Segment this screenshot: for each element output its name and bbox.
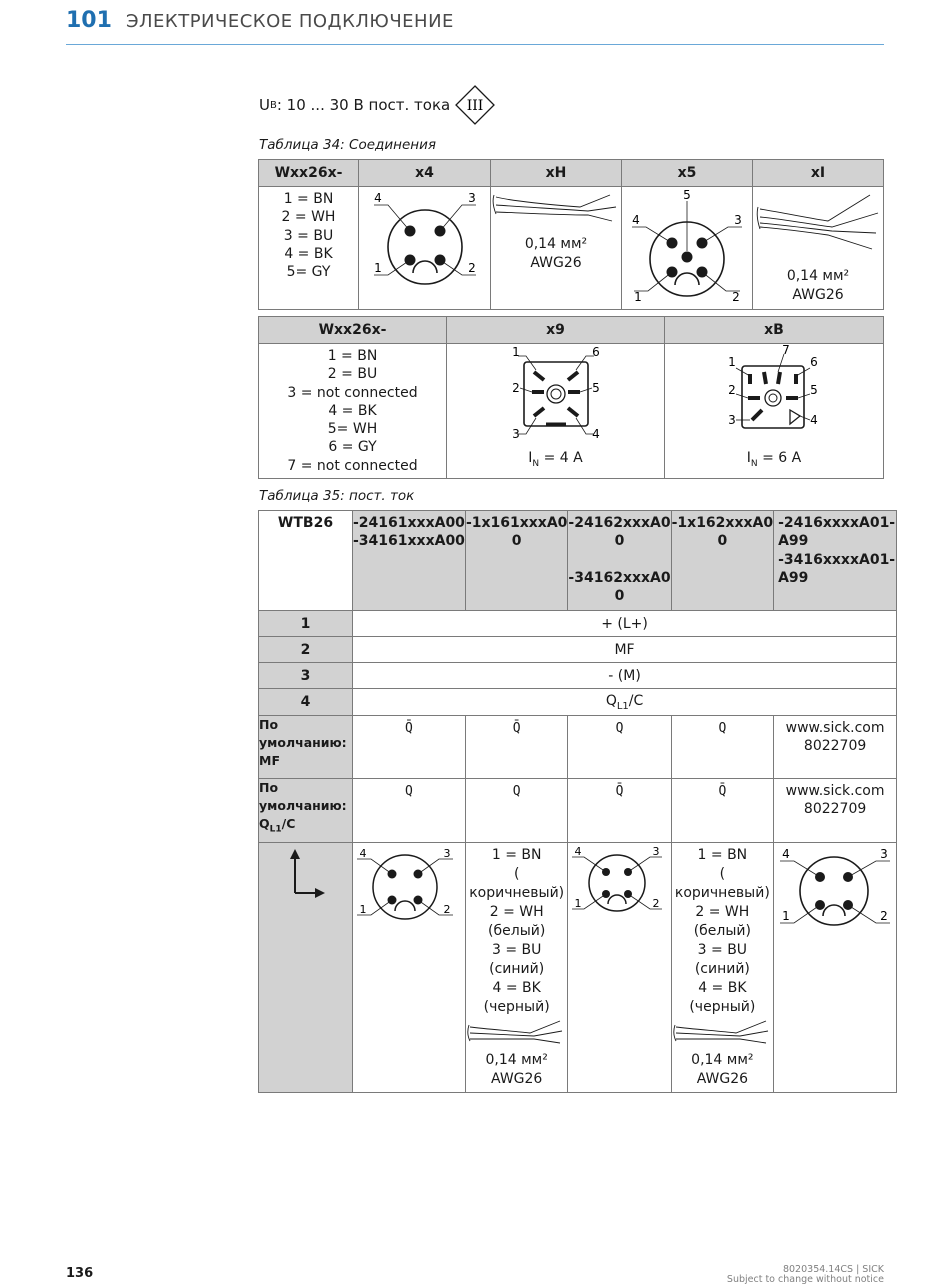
current-symbol: I (746, 450, 751, 466)
t34-xi-cell (753, 187, 884, 310)
t35-row-label: 4 (259, 689, 353, 716)
t34b-x9-cell (447, 344, 665, 479)
svg-text:2: 2 (728, 383, 736, 397)
t34-pin-list (259, 187, 359, 310)
supply-prefix: U (259, 96, 270, 114)
t35-row-value: - (M) (353, 663, 897, 689)
wire-line: ( (719, 866, 726, 882)
table35-caption: Таблица 35: пост. ток (259, 488, 415, 504)
t34-x4-cell (359, 187, 491, 310)
label-line: умолчанию: (259, 798, 347, 813)
pin-line: 5= WH (327, 421, 378, 438)
column-code: 0 (717, 533, 728, 550)
default-ql1-value: Q (465, 779, 567, 843)
t35-connector-label (259, 843, 353, 1093)
t35-m12-cell-3 (774, 843, 897, 1093)
document-id: 8020354.14CS | SICK (782, 1264, 884, 1275)
xi-wire-size (753, 267, 883, 305)
output-symbol: Q (605, 692, 617, 709)
chapter-header (66, 8, 454, 33)
t35-col-2 (465, 511, 567, 611)
wire-gauge-awg: AWG26 (696, 1071, 749, 1087)
cable-wires-icon (672, 1017, 770, 1047)
t35-default-ql1-label (259, 779, 353, 843)
t34b-header-xb: xB (665, 317, 884, 344)
m12-5pin-connector-icon (622, 187, 752, 305)
column-code: A99 (778, 533, 809, 550)
t35-col-4 (671, 511, 773, 611)
table34-caption: Таблица 34: Соединения (259, 137, 436, 153)
t35-row-value: + (L+) (353, 611, 897, 637)
svg-text:2: 2 (443, 903, 451, 916)
default-mf-value: Q (671, 716, 773, 779)
m12-4pin-connector-icon (360, 187, 490, 305)
pin-line: 3 = not connected (287, 384, 418, 401)
cable-open-wires-icon (754, 187, 882, 251)
pin-line: 6 = GY (328, 439, 377, 456)
pin-line: 3 = BU (283, 227, 334, 244)
protection-class-icon (454, 84, 496, 126)
svg-text:3: 3 (728, 413, 736, 427)
column-code (568, 551, 670, 569)
wire-gauge-mm: 0,14 мм² (786, 268, 850, 284)
current-sub: N (750, 458, 758, 469)
wire-gauge-mm: 0,14 мм² (691, 1052, 754, 1068)
output-sub: L1 (616, 700, 629, 712)
pin-line: 2 = WH (281, 209, 336, 226)
supply-voltage (259, 84, 496, 126)
output-suffix: /C (628, 692, 644, 709)
t34-header-x5: x5 (622, 160, 753, 187)
t34-header-xi: xI (753, 160, 884, 187)
wire-line: 4 = BK (698, 980, 747, 996)
t34b-pin-list (259, 344, 447, 479)
t34-header-x4: x4 (359, 160, 491, 187)
t35-default-mf-label (259, 716, 353, 779)
svg-text:4: 4 (782, 847, 790, 861)
label-line: По (259, 780, 279, 795)
wire-line: 1 = BN (491, 847, 542, 863)
wire-line: (синий) (489, 961, 545, 977)
xb-current (665, 450, 883, 469)
svg-text:2: 2 (511, 381, 520, 395)
table35 (258, 510, 897, 1093)
svg-text:1: 1 (728, 355, 736, 369)
pin-line: 4 = BK (284, 245, 333, 262)
label-symbol: Q (259, 816, 270, 831)
xh-wire-size (491, 235, 621, 273)
wire-line: 1 = BN (697, 847, 748, 863)
svg-text:1: 1 (574, 897, 582, 910)
svg-text:1: 1 (373, 261, 382, 275)
pin-line: 4 = BK (328, 402, 377, 419)
t34-header-wxx: Wxx26x- (259, 160, 359, 187)
svg-text:7: 7 (782, 344, 790, 357)
t34b-xb-cell (665, 344, 884, 479)
supply-text: : 10 ... 30 В пост. тока (276, 96, 451, 114)
svg-text:6: 6 (591, 345, 600, 359)
wire-line: 3 = BU (491, 942, 542, 958)
chapter-number: 101 (66, 8, 112, 33)
m12-4pin-connector-icon (774, 843, 896, 937)
header-rule (66, 44, 884, 45)
label-line: умолчанию: (259, 735, 347, 750)
svg-text:5: 5 (810, 383, 818, 397)
wire-line: 2 = WH (695, 904, 750, 920)
column-code: -1x162xxxA0 (671, 515, 774, 531)
t35-header-label: WTB26 (259, 511, 353, 611)
wire-line: (белый) (693, 923, 751, 939)
t35-row-label: 2 (259, 637, 353, 663)
t34b-header-x9: x9 (447, 317, 665, 344)
t34-header-xh: xH (491, 160, 622, 187)
change-notice: Subject to change without notice (726, 1274, 884, 1285)
default-ql1-value: Q̄ (671, 779, 773, 843)
column-code: -24162xxxA0 (568, 515, 671, 531)
link-text: 8022709 (803, 801, 867, 817)
t35-m12-cell-2 (568, 843, 671, 1093)
svg-text:4: 4 (373, 191, 382, 205)
column-code: -34162xxxA0 (568, 569, 671, 586)
svg-text:2: 2 (880, 909, 888, 923)
default-ql1-link (774, 779, 897, 843)
label-sub: L1 (269, 824, 282, 835)
svg-text:1: 1 (634, 290, 642, 304)
column-code: -34161xxxA00 (353, 533, 465, 550)
t34b-header-wxx: Wxx26x- (259, 317, 447, 344)
column-code: -24161xxxA00 (353, 515, 465, 531)
svg-text:6: 6 (810, 355, 818, 369)
default-ql1-value: Q (353, 779, 466, 843)
t34-x5-cell (622, 187, 753, 310)
default-mf-value: Q (568, 716, 671, 779)
t35-wire-cell-2 (671, 843, 773, 1093)
svg-text:2: 2 (652, 897, 660, 910)
column-code: 0 (511, 533, 522, 550)
pin-line: 7 = not connected (287, 457, 418, 474)
svg-text:3: 3 (652, 845, 660, 858)
wire-gauge-awg: AWG26 (792, 287, 844, 303)
svg-text:4: 4 (810, 413, 818, 427)
footer-info (727, 1265, 884, 1285)
svg-text:3: 3 (511, 427, 520, 441)
column-code: 0 (614, 533, 625, 550)
current-value: = 6 A (757, 450, 802, 466)
svg-text:3: 3 (467, 191, 476, 205)
svg-text:3: 3 (734, 213, 742, 227)
link-text: www.sick.com (785, 783, 885, 799)
svg-text:3: 3 (443, 847, 451, 860)
svg-text:4: 4 (591, 427, 600, 441)
current-sub: N (532, 458, 540, 469)
column-code: A99 (778, 569, 809, 586)
default-ql1-value: Q̄ (568, 779, 671, 843)
m12-4pin-connector-icon (353, 843, 458, 929)
wire-line: (синий) (694, 961, 750, 977)
wire-line: 4 = BK (492, 980, 541, 996)
default-mf-value: Q̄ (353, 716, 466, 779)
t35-col-5 (774, 511, 897, 611)
m8-7pin-valve-connector-icon (714, 344, 834, 446)
svg-text:3: 3 (880, 847, 888, 861)
wire-line: 2 = WH (489, 904, 544, 920)
t34-xh-cell (491, 187, 622, 310)
m8-6pin-valve-connector-icon (496, 344, 616, 446)
table34-part2 (258, 316, 884, 479)
connection-arrow-icon (259, 843, 352, 913)
wire-line: (черный) (689, 999, 756, 1015)
page-number: 136 (66, 1266, 94, 1281)
t35-col-1 (353, 511, 466, 611)
cable-wires-icon (466, 1017, 564, 1047)
wire-gauge-mm: 0,14 мм² (524, 236, 588, 252)
svg-text:1: 1 (511, 345, 520, 359)
wire-gauge-mm: 0,14 мм² (485, 1052, 548, 1068)
svg-text:5: 5 (591, 381, 600, 395)
svg-text:4: 4 (359, 847, 367, 860)
cable-wires-icon (492, 187, 620, 227)
default-mf-link (774, 716, 897, 779)
current-symbol: I (528, 450, 533, 466)
wire-gauge-awg: AWG26 (530, 255, 582, 271)
column-code: -1x161xxxA0 (465, 515, 568, 531)
wire-gauge-awg: AWG26 (491, 1071, 543, 1087)
pin-line: 1 = BN (283, 191, 334, 207)
column-code: -2416xxxxA01- (778, 515, 896, 531)
label-line: По (259, 717, 279, 732)
label-suffix: /C (281, 816, 296, 831)
t35-row-value (353, 689, 897, 716)
column-code: -3416xxxxA01- (778, 551, 896, 568)
link-text: www.sick.com (785, 720, 885, 736)
t35-row-label: 3 (259, 663, 353, 689)
wire-line: коричневый) (469, 885, 565, 901)
wire-line: 3 = BU (697, 942, 748, 958)
svg-text:2: 2 (467, 261, 476, 275)
t35-m12-cell-1 (353, 843, 466, 1093)
table34-part1 (258, 159, 884, 310)
svg-text:4: 4 (574, 845, 582, 858)
wire-size (672, 1051, 773, 1089)
t35-row-label: 1 (259, 611, 353, 637)
current-value: = 4 A (539, 450, 583, 466)
label-line: MF (259, 753, 280, 768)
column-code: 0 (614, 587, 625, 604)
wire-line: ( (513, 866, 520, 882)
pin-line: 1 = BN (327, 348, 378, 364)
svg-text:1: 1 (782, 909, 790, 923)
supply-sub: B (269, 99, 277, 111)
x9-current (447, 450, 664, 469)
chapter-title: ЭЛЕКТРИЧЕСКОЕ ПОДКЛЮЧЕНИЕ (125, 11, 454, 32)
t35-col-3 (568, 511, 671, 611)
wire-size (466, 1051, 567, 1089)
pin-line: 5= GY (286, 264, 331, 281)
svg-text:2: 2 (732, 290, 740, 304)
t35-wire-cell-1 (465, 843, 567, 1093)
svg-text:1: 1 (359, 903, 367, 916)
t35-row-value: MF (353, 637, 897, 663)
m12-4pin-connector-icon (568, 843, 666, 919)
label-line (259, 815, 352, 839)
wire-line: коричневый) (674, 885, 770, 901)
svg-text:III: III (466, 98, 484, 114)
svg-text:4: 4 (632, 213, 640, 227)
wire-line: (белый) (488, 923, 546, 939)
wire-line: (черный) (483, 999, 550, 1015)
svg-text:5: 5 (683, 188, 691, 202)
pin-line: 2 = BU (327, 366, 378, 383)
default-mf-value: Q̄ (465, 716, 567, 779)
link-text: 8022709 (803, 738, 867, 754)
